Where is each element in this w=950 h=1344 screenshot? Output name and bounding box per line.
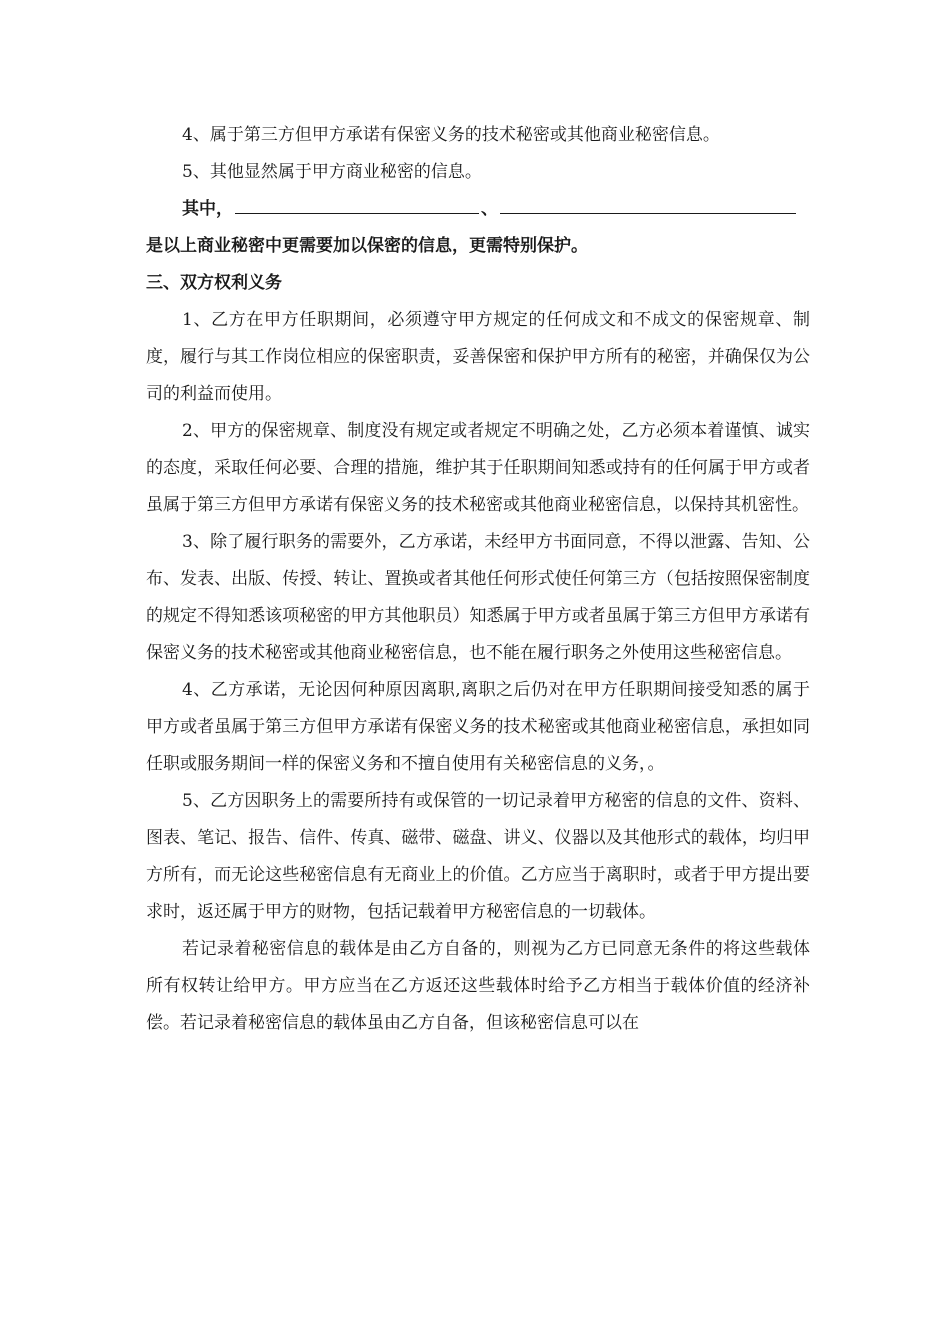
fill-blank-2[interactable]: [500, 195, 796, 214]
fill-blank-1[interactable]: [235, 195, 479, 214]
clause-item-4: 4、属于第三方但甲方承诺有保密义务的技术秘密或其他商业秘密信息。: [182, 125, 720, 145]
section-3-paragraph: 2、甲方的保密规章、制度没有规定或者规定不明确之处，乙方必须本着谨慎、诚实的态度，采取任何必要、合理的措施，维护其于任职期间知悉或持有的任何属于甲方或者虽属于第三方但甲方承诺有保密义务的技术秘密或其他商业秘密信息，以保持其机密性。: [146, 421, 810, 515]
section-3-paragraph: 5、乙方因职务上的需要所持有或保管的一切记录着甲方秘密的信息的文件、资料、图表、笔记、报告、信件、传真、磁带、磁盘、讲义、仪器以及其他形式的载体，均归甲方所有，而无论这些秘密信息有无商业上的价值。乙方应当于离职时，或者于甲方提出要求时，返还属于甲方的财物，包括记载着甲方秘密信息的一切载体。: [146, 791, 810, 922]
fill-in-line: [146, 191, 810, 228]
section-3-paragraph: 3、除了履行职务的需要外，乙方承诺，未经甲方书面同意，不得以泄露、告知、公布、发表、出版、传授、转让、置换或者其他任何形式使任何第三方（包括按照保密制度的规定不得知悉该项秘密的甲方其他职员）知悉属于甲方或者虽属于第三方但甲方承诺有保密义务的技术秘密或其他商业秘密信息，也不能在履行职务之外使用这些秘密信息。: [146, 532, 810, 663]
fill-prefix: 其中，: [182, 199, 233, 219]
section-3-paragraph: 4、乙方承诺，无论因何种原因离职,离职之后仍对在甲方任职期间接受知悉的属于甲方或者虽属于第三方但甲方承诺有保密义务的技术秘密或其他商业秘密信息，承担如同任职或服务期间一样的保密义务和不擅自使用有关秘密信息的义务，。: [146, 680, 810, 774]
section-3-paragraph: 1、乙方在甲方任职期间，必须遵守甲方规定的任何成文和不成文的保密规章、制度，履行与其工作岗位相应的保密职责，妥善保密和保护甲方所有的秘密，并确保仅为公司的利益而使用。: [146, 310, 810, 404]
fill-continuation: 是以上商业秘密中更需要加以保密的信息，更需特别保护。: [146, 236, 588, 256]
clause-item-5: 5、其他显然属于甲方商业秘密的信息。: [182, 162, 482, 182]
section-3-paragraph: 若记录着秘密信息的载体是由乙方自备的，则视为乙方已同意无条件的将这些载体所有权转让给甲方。甲方应当在乙方返还这些载体时给予乙方相当于载体价值的经济补偿。若记录着秘密信息的载体虽由乙方自备，但该秘密信息可以在: [146, 939, 810, 1033]
fill-separator: 、: [481, 199, 498, 219]
section-3-heading: 三、双方权利义务: [146, 273, 282, 293]
document-page: [146, 117, 810, 1042]
